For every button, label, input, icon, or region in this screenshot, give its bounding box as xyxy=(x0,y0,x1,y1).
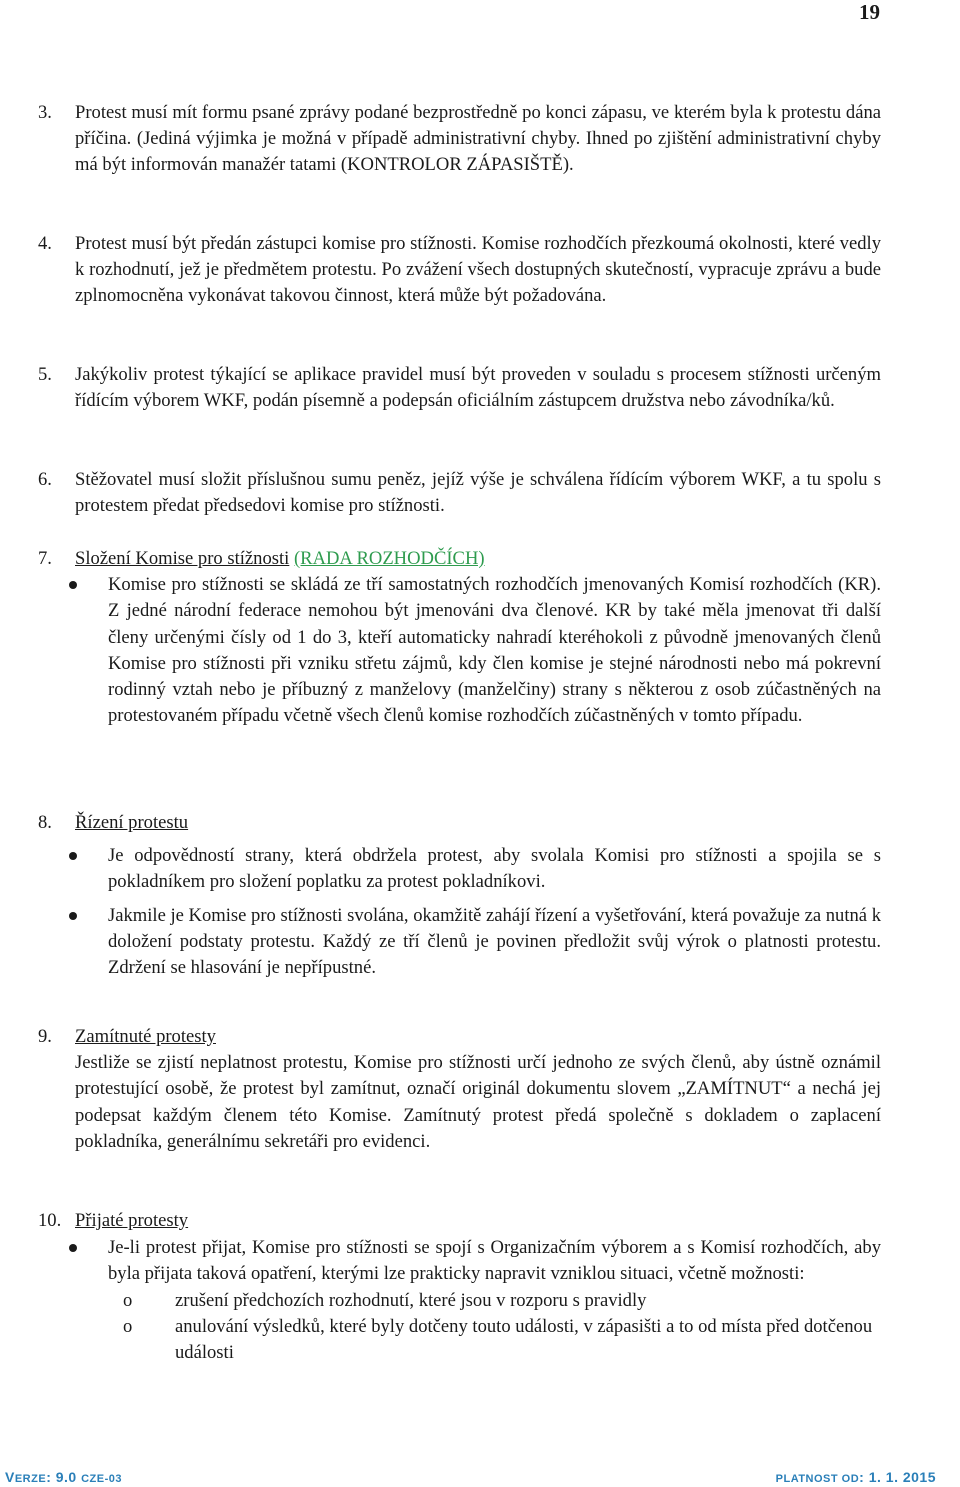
bullet-list xyxy=(38,572,881,729)
section-5 xyxy=(38,362,881,414)
section-number: 8. xyxy=(38,812,52,833)
sub-list-item xyxy=(38,1314,881,1366)
section-number: 3. xyxy=(38,102,52,123)
section-number: 9. xyxy=(38,1026,52,1047)
section-text: Protest musí mít formu psané zprávy podané bezprostředně po konci zápasu, ve kterém byla k protestu dána příčina. (Jediná výjimka je možná v případě administrativní chyby. Ihned po zjištění administrativní chyby má být informován manažér tatami (KONTROLOR ZÁPASIŠTĚ). xyxy=(75,102,881,176)
heading-text: Složení Komise pro stížnosti xyxy=(75,548,290,569)
heading-text: Zamítnuté protesty xyxy=(75,1026,216,1047)
validity-info xyxy=(776,1469,936,1487)
list-item-text: Komise pro stížnosti se skládá ze tří samostatných rozhodčích jmenovaných Komisí rozhodčích (KR). Z jedné národní federace nemohou být jmenováni dva členové. KR by také měla jmenovat tři další členy určenými čísly od 1 do 3, kteří automaticky nahradí kteréhokoli z původně jmenovaných členů Komise pro stížnosti při vzniku střetu zájmů, kdy člen komise je stejné národnosti nebo má pokrevní rodinný vztah nebo je příbuzný z manželovy (manželčiny) strany s některou z osob zúčastněných na protestovaném případu včetně všech členů komise rozhodčích zúčastněných v tomto případu. xyxy=(108,574,881,727)
section-number: 6. xyxy=(38,469,52,490)
section-text: Jakýkoliv protest týkající se aplikace pravidel musí být proveden v souladu s procesem stížnosti určeným řídícím výborem WKF, podán písemně a podepsán oficiálním zástupcem družstva nebo závodníka/ků. xyxy=(75,364,881,412)
circle-bullet-icon: o xyxy=(123,1315,133,1337)
section-number: 10. xyxy=(38,1210,62,1231)
page-number: 19 xyxy=(859,0,880,24)
sub-list-item xyxy=(38,1288,881,1314)
section-text: Protest musí být předán zástupci komise pro stížnosti. Komise rozhodčích přezkoumá okolnosti, které vedly k rozhodnutí, jež je předmětem protestu. Po zvážení všech dostupných skutečností, vypracuje zprávu a bude zplnomocněna vykonávat takovou činnost, která může být požadována. xyxy=(75,233,881,307)
list-item-text: Jakmile je Komise pro stížnosti svolána, okamžitě zahájí řízení a vyšetřování, která považuje za nutná k doložení podstaty protestu. Každý ze tří členů je povinen předložit svůj výrok o platnosti protestu. Zdržení se hlasování je nepřípustné. xyxy=(108,904,881,979)
heading-text: Přijaté protesty xyxy=(75,1210,189,1231)
section-6 xyxy=(38,467,881,519)
heading-text: Řízení protestu xyxy=(75,812,189,833)
section-heading xyxy=(75,1208,881,1234)
list-item xyxy=(38,572,881,729)
circle-bullet-icon: o xyxy=(123,1289,133,1311)
section-7 xyxy=(38,546,881,729)
section-text: Jestliže se zjistí neplatnost protestu, Komise pro stížnosti určí jednoho ze svých členů, aby ústně oznámil protestující osobě, že protest byl zamítnut, označí originál dokumentu slovem „ZAMÍTNUT“ a nechá jej podepsat každým členem této Komise. Zamítnutý protest předá společně s dokladem o zaplacení pokladníka, generálnímu sekretáři pro evidenci. xyxy=(75,1052,881,1152)
validity-label: PLATNOST OD xyxy=(775,1473,860,1485)
section-9 xyxy=(38,1024,881,1155)
sub-list-item-text: zrušení předchozích rozhodnutí, které jsou v rozporu s pravidly xyxy=(175,1289,647,1311)
section-heading xyxy=(75,546,881,572)
list-item xyxy=(38,843,881,895)
section-heading xyxy=(75,1024,881,1050)
list-item xyxy=(38,903,881,982)
bullet-icon xyxy=(69,1244,77,1252)
section-number: 4. xyxy=(38,233,52,254)
section-3 xyxy=(38,100,881,179)
version-label-rest: ERZE xyxy=(14,1473,47,1485)
bullet-icon xyxy=(69,852,77,860)
version-info xyxy=(5,1469,122,1487)
section-number: 7. xyxy=(38,548,52,569)
section-10 xyxy=(38,1208,881,1366)
list-item xyxy=(38,1235,881,1287)
bullet-list xyxy=(38,843,881,981)
version-value: : 9.0 xyxy=(46,1469,82,1485)
section-8 xyxy=(38,810,881,981)
bullet-icon xyxy=(69,581,77,589)
list-item-text: Je odpovědností strany, která obdržela protest, aby svolala Komisi pro stížnosti a spojila se s pokladníkem pro složení poplatku za protest pokladníkovi. xyxy=(108,845,881,893)
section-text: Stěžovatel musí složit příslušnou sumu peněz, jejíž výše je schválena řídícím výborem WKF, a tu spolu s protestem předat předsedovi komise pro stížnosti. xyxy=(75,469,881,517)
sub-list-item-text: anulování výsledků, které byly dotčeny touto události, v zápasišti a to od místa před dotčenou události xyxy=(175,1315,873,1364)
bullet-list xyxy=(38,1235,881,1287)
version-label-initial: V xyxy=(5,1469,15,1485)
section-4 xyxy=(38,231,881,310)
heading-green-text: (RADA ROZHODČÍCH) xyxy=(293,548,485,569)
section-heading xyxy=(75,810,881,836)
bullet-icon xyxy=(69,912,77,920)
validity-date: : 1. 1. 2015 xyxy=(859,1469,936,1485)
sub-list xyxy=(38,1288,881,1367)
list-item-text: Je-li protest přijat, Komise pro stížnosti se spojí s Organizačním výborem a s Komisí rozhodčích, aby byla přijata taková opatření, kterými lze prakticky napravit vzniklou situaci, včetně možnosti: xyxy=(108,1237,881,1285)
section-number: 5. xyxy=(38,364,52,385)
version-code: CZE-03 xyxy=(81,1473,122,1485)
